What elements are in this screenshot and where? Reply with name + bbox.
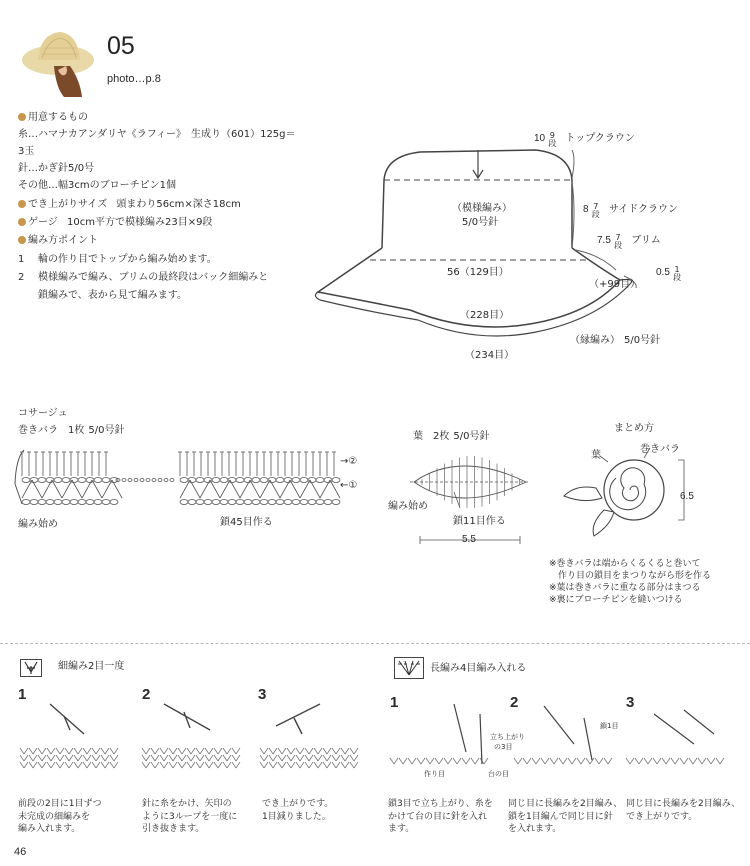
- needle-line: 針…かぎ針5/0号: [18, 163, 95, 174]
- point-2-text: 模様編みで編み、ブリムの最終段はバック細編みと: [38, 272, 269, 283]
- rose-start-label: 編み始め: [18, 519, 58, 530]
- leaf-chain-label: 鎖11目作る: [453, 516, 506, 527]
- gauge-line: [18, 216, 212, 229]
- point-1-number: 1: [18, 254, 25, 265]
- tut2-step-1-number: 1: [390, 694, 399, 711]
- hat-photo: [18, 18, 97, 97]
- points-heading: 編み方ポイント: [18, 234, 98, 247]
- brim-label: ブリム: [631, 235, 661, 246]
- side-crown-label: サイドクラウン: [608, 204, 679, 215]
- tut1-step-1-number: 1: [18, 686, 27, 703]
- point-2: [18, 271, 268, 284]
- rose-chart: [14, 444, 344, 514]
- tut1-step-3-caption: でき上がりです。 1目減りました。: [262, 799, 334, 822]
- edge-rows: 1 段: [673, 265, 682, 282]
- tut2-step-1-caption: 鎖3目で立ち上がり、糸を かけて台の目に針を入れ ます。: [388, 799, 493, 834]
- inner-stitches: （228目）: [460, 310, 510, 321]
- rose-heading: 巻きバラ 1枚 5/0号針: [18, 425, 125, 436]
- point-1-text: 輪の作り目でトップから編み始めます。: [38, 254, 217, 265]
- top-crown-label: トップクラウン: [565, 133, 635, 144]
- materials-heading: 用意するもの: [18, 111, 88, 124]
- gauge-label: ゲージ: [18, 217, 58, 228]
- assembly-note-3: ※葉は巻きバラに重なる部分はまつる: [549, 583, 701, 593]
- size-label: でき上がりサイズ: [18, 199, 107, 210]
- pattern-number: 05: [107, 32, 135, 60]
- size-value: 頭まわり56cm×深さ18cm: [116, 199, 241, 210]
- assembly-leaf-left: [564, 487, 602, 501]
- size-line: [18, 198, 241, 211]
- edging-label: （縁編み） 5/0号針: [570, 335, 661, 346]
- gauge-value: 10cm平方で模様編み23目×9段: [67, 217, 213, 228]
- rose-chain-label: 鎖45目作る: [220, 517, 273, 528]
- tut2-step-2-number: 2: [510, 694, 519, 711]
- assembly-leaf-bottom: [593, 510, 614, 536]
- tut2-tag-chain1: 鎖1目: [600, 722, 619, 730]
- point-2-number: 2: [18, 272, 25, 283]
- leaf-start-label: 編み始め: [388, 501, 428, 512]
- tut2-tag-stitch: 台の目: [488, 770, 509, 778]
- corsage-title: コサージュ: [18, 408, 68, 419]
- top-crown-cm: 10: [534, 133, 546, 144]
- head-stitches: 56（129目）: [447, 267, 509, 278]
- tut1-step-3-number: 3: [258, 686, 267, 703]
- point-2-continued: 鎖編みで、表から見て編みます。: [38, 290, 187, 301]
- tut1-step-2-number: 2: [142, 686, 151, 703]
- assembly-title: まとめ方: [614, 423, 654, 434]
- leaf-heading: 葉 2枚 5/0号針: [413, 431, 490, 442]
- brim-rows: 7 段: [614, 233, 623, 250]
- row-2-marker: →②: [340, 456, 358, 467]
- dc4-symbol-icon: [394, 657, 424, 679]
- hat-direction-arrow: [473, 150, 483, 178]
- assembly-rose-label: 巻きバラ: [640, 444, 680, 455]
- side-crown-cm: 8: [583, 204, 589, 215]
- edge-cm: 0.5: [656, 267, 670, 278]
- tut1-step-1-caption: 前段の2目に1目ずつ 未完成の細編みを 編み入れます。: [18, 799, 102, 834]
- edge-dim: [656, 266, 681, 282]
- top-crown-rows: 9 段: [548, 131, 557, 148]
- tut2-tag-stand: 立ち上がり: [490, 733, 525, 741]
- row-1-marker: ←①: [340, 480, 358, 491]
- assembly-rose: [604, 460, 664, 520]
- top-crown-dim: [534, 132, 635, 148]
- point-1: [18, 253, 217, 266]
- side-crown-dim: [583, 203, 678, 219]
- yarn-line-1: 糸…ハマナカアンダリヤ《ラフィー》 生成り（601）125g＝: [18, 129, 296, 140]
- tut2-step-3-number: 3: [626, 694, 635, 711]
- assembly-leaf-label: 葉: [591, 450, 601, 461]
- leaf-chart: [400, 444, 540, 544]
- page-number: 46: [14, 846, 27, 858]
- tut2-step-2-caption: 同じ目に長編みを2目編み、 鎖を1目編んで同じ目に針 を入れます。: [508, 799, 623, 834]
- assembly-height: 6.5: [680, 491, 694, 502]
- sc2tog-symbol-icon: [20, 659, 42, 677]
- yarn-line-2: 3玉: [18, 146, 35, 157]
- tut1-step-2-caption: 針に糸をかけ、矢印の ように3ループを一度に 引き抜きます。: [142, 799, 238, 834]
- hat-crown-outline: [382, 150, 572, 248]
- assembly-note-4: ※裏にブローチピンを縫いつける: [549, 595, 683, 605]
- photo-reference: photo…p.8: [107, 73, 161, 85]
- other-line: その他…幅3cmのブローチピン1個: [18, 180, 176, 191]
- assembly-note-1: ※巻きバラは端からくるくると巻いて: [549, 559, 701, 569]
- brim-cm: 7.5: [597, 235, 611, 246]
- pattern-needle: 5/0号針: [462, 217, 499, 228]
- tut2-tag-base: 作り目: [424, 770, 445, 778]
- side-crown-rows: 7 段: [591, 202, 600, 219]
- tut2-title: 長編み4目編み入れる: [430, 663, 527, 674]
- section-divider: [0, 643, 750, 644]
- outer-stitches: （234目）: [465, 350, 515, 361]
- tut2-tag-stand2: の3目: [494, 743, 513, 751]
- increase-stitches: （+99目）: [589, 279, 641, 290]
- tut1-title: 細編み2目一度: [58, 661, 125, 672]
- pattern-label: （模様編み）: [452, 203, 512, 214]
- brim-dim: [597, 234, 661, 250]
- tut2-step-3-caption: 同じ目に長編みを2目編み、 でき上がりです。: [626, 799, 741, 822]
- tut1-illustrations: [14, 700, 370, 782]
- leaf-width-label: 5.5: [462, 534, 476, 545]
- assembly-note-2: 作り目の鎖目をまつりながら形を作る: [549, 571, 712, 581]
